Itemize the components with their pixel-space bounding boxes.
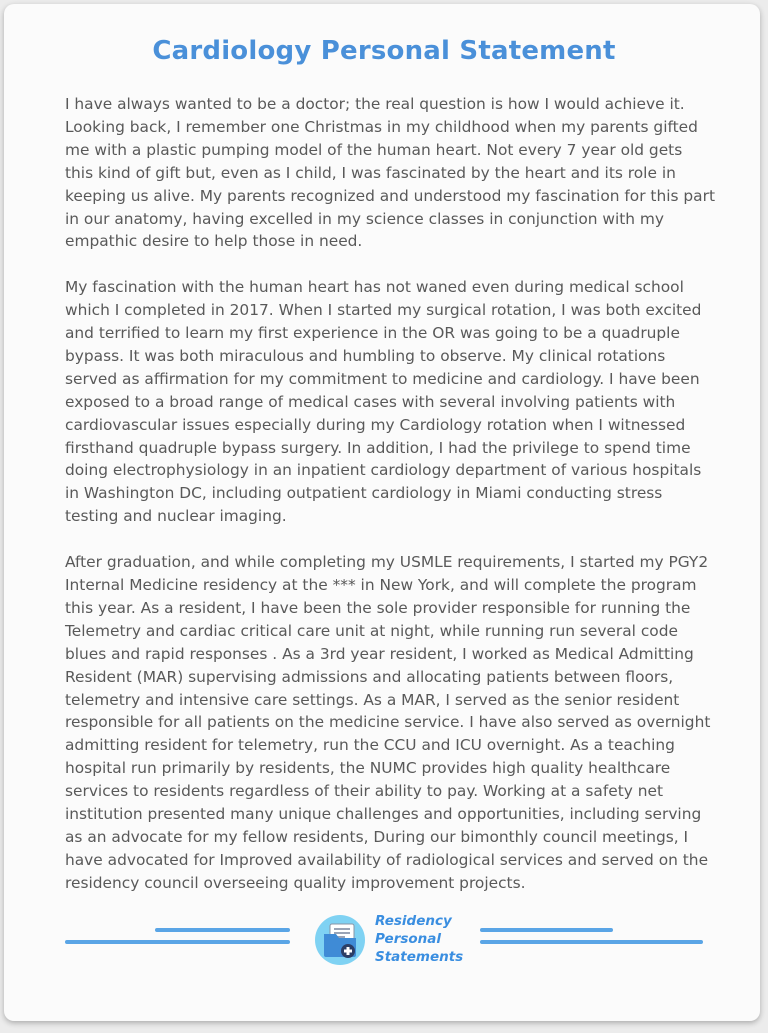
paragraph-3: After graduation, and while completing my USMLE requirements, I started my PGY2 Internal Medicine residency at the *** in New York, and will complete the program this year. As a resident, I have been the sole provider responsible for running the Telemetry and cardiac critical care unit at night, while running run several code blues and rapid responses . As a 3rd year resident, I worked as Medical Admitting Resident (MAR) supervising admissions and allocating patients between floors, telemetry and intensive care settings. As a MAR, I served as the senior resident responsible for all patients on the medicine service. I have also served as overnight admitting resident for telemetry, run the CCU and ICU overnight. As a teaching hospital run primarily by residents, the NUMC provides high quality healthcare services to residents regardless of their ability to pay. Working at a safety net institution presented many unique challenges and opportunities, including serving as an advocate for my fellow residents, During our bimonthly council meetings, I have advocated for Improved availability of radiological services and served on the residency council overseeing quality improvement projects. (65, 553, 711, 892)
divider-line-right-bottom (480, 940, 703, 944)
footer-logo-area (0, 905, 768, 975)
logo-line-2: Personal (375, 931, 442, 947)
divider-line-left-top (155, 928, 290, 932)
statement-body (65, 93, 715, 918)
page-title: Cardiology Personal Statement (152, 36, 616, 66)
logo-line-1: Residency (375, 913, 452, 929)
paragraph-2: My fascination with the human heart has not waned even during medical school which I completed in 2017. When I started my surgical rotation, I was both excited and terrified to learn my first experience in the OR was going to be a quadruple bypass. It was both miraculous and humbling to observe. My clinical rotations served as affirmation for my commitment to medicine and cardiology. I have been exposed to a broad range of medical cases with several involving patients with cardiovascular issues especially during my Cardiology rotation when I witnessed firsthand quadruple bypass surgery. In addition, I had the privilege to spend time doing electrophysiology in an inpatient cardiology department of various hospitals in Washington DC, including outpatient cardiology in Miami conducting stress testing and nuclear imaging. (65, 278, 702, 526)
divider-line-right-top (480, 928, 613, 932)
logo-line-3: Statements (375, 949, 464, 965)
medical-folder-icon (314, 914, 366, 966)
logo-wordmark (375, 912, 463, 966)
divider-line-left-bottom (65, 940, 290, 944)
paragraph-1: I have always wanted to be a doctor; the real question is how I would achieve it. Looking back, I remember one Christmas in my childhood when my parents gifted me with a plastic pumping model of the human heart. Not every 7 year old gets this kind of gift but, even as I child, I was fascinated by the heart and its role in keeping us alive. My parents recognized and understood my fascination for this part in our anatomy, having excelled in my science classes in conjunction with my empathic desire to help those in need. (65, 95, 715, 251)
